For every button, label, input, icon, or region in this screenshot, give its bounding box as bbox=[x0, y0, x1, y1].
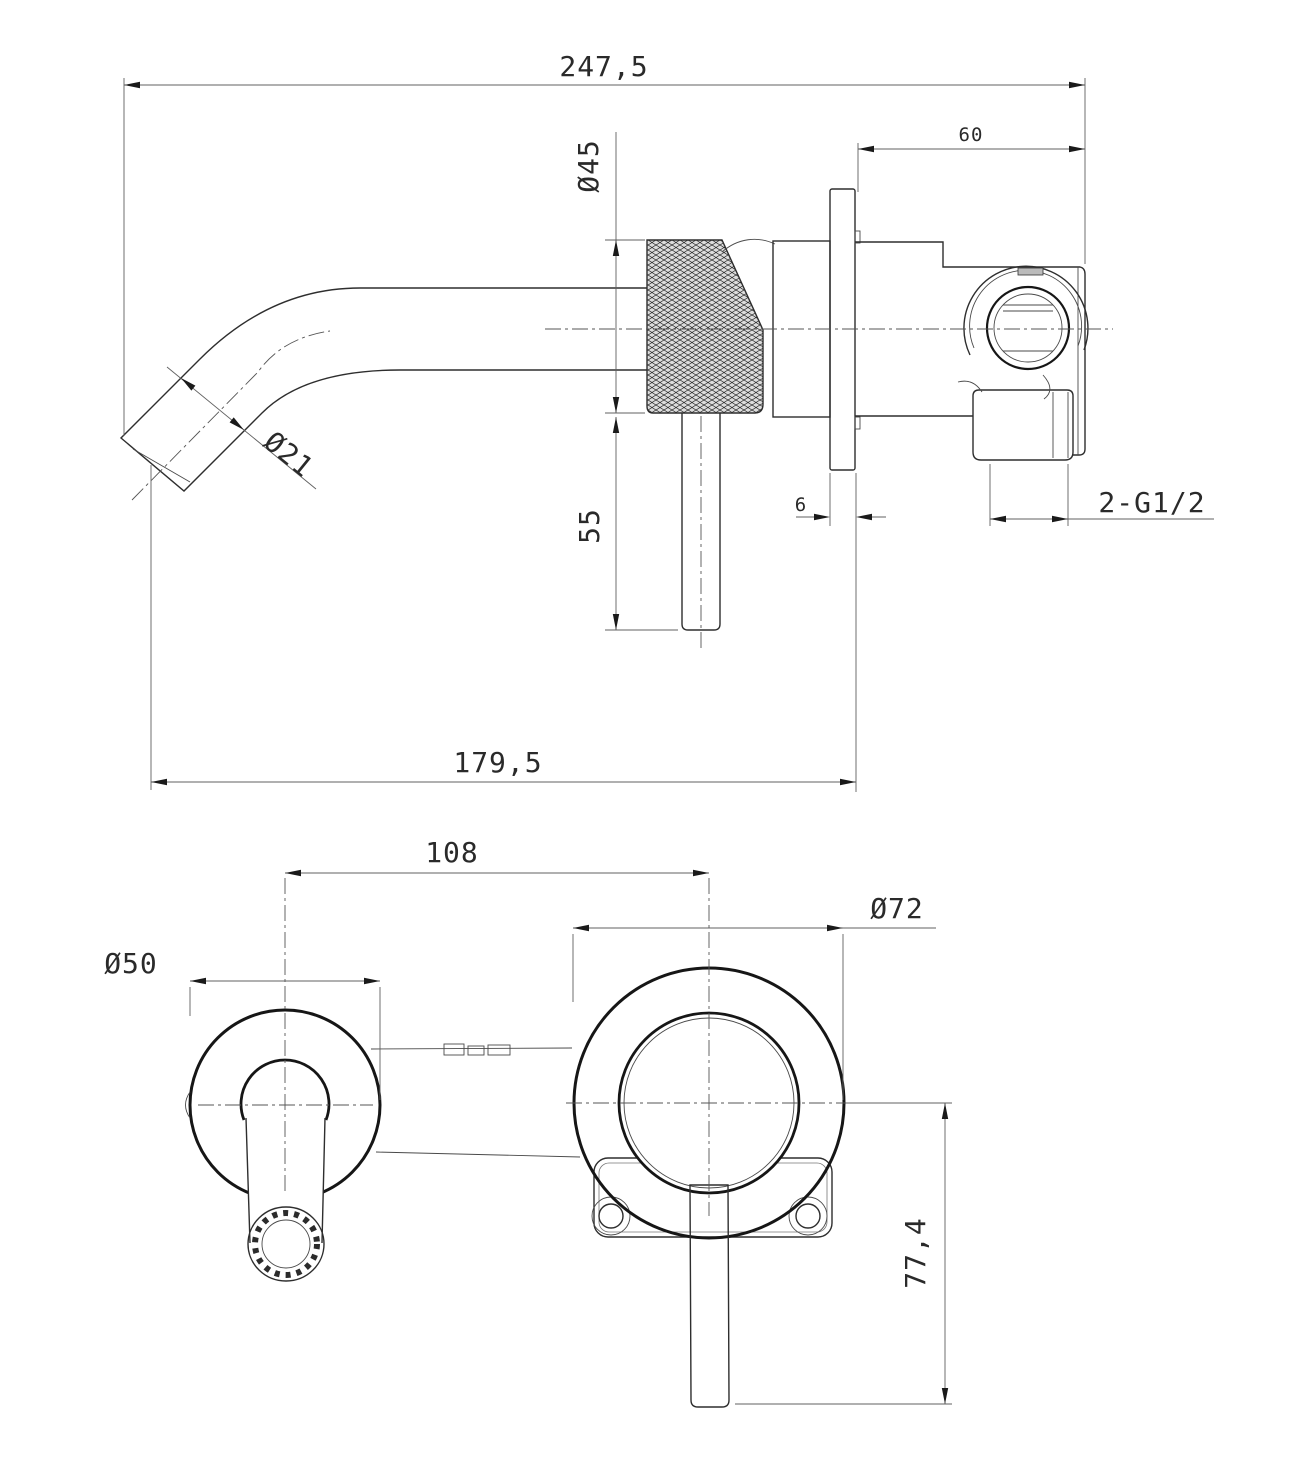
inlet-boss bbox=[973, 390, 1073, 460]
side-view bbox=[121, 50, 1214, 792]
dim-spout-dia-label: Ø21 bbox=[257, 424, 321, 485]
spout-front-view bbox=[186, 1010, 381, 1281]
dim-spout-reach-label: 179,5 bbox=[453, 746, 543, 779]
valve-body bbox=[855, 242, 1088, 460]
dim-inlet-thread bbox=[990, 464, 1214, 526]
dim-trim-dia-label: Ø72 bbox=[870, 892, 924, 925]
mixer-front-view bbox=[566, 878, 846, 1407]
lever-front bbox=[690, 1185, 729, 1407]
dim-overall bbox=[124, 50, 1085, 436]
dim-centres bbox=[285, 836, 709, 876]
front-view bbox=[104, 836, 952, 1407]
screw-hole-left bbox=[599, 1204, 623, 1228]
dim-spout-reach bbox=[151, 465, 856, 790]
dim-spout-dia bbox=[167, 367, 320, 489]
dim-overall-label: 247,5 bbox=[559, 50, 649, 83]
dim-wall-to-end bbox=[858, 124, 1085, 192]
dim-handle-dia-label: Ø45 bbox=[572, 139, 605, 193]
dim-plate-thk-label: 6 bbox=[794, 494, 808, 516]
spout-tip-chamfer bbox=[133, 449, 190, 482]
port-outer-ring bbox=[987, 287, 1069, 369]
dim-centres-label: 108 bbox=[425, 836, 479, 869]
screw-hole-right bbox=[796, 1204, 820, 1228]
connecting-pipe bbox=[371, 1044, 580, 1157]
wall-plate bbox=[830, 189, 860, 470]
dim-spout-flange-dia-label: Ø50 bbox=[104, 947, 158, 980]
dim-plate-thk bbox=[795, 473, 886, 792]
dim-lever-len bbox=[573, 417, 678, 630]
port-top-tab bbox=[1018, 268, 1043, 275]
dim-lever-len-label: 55 bbox=[573, 508, 606, 544]
dim-wall-to-end-label: 60 bbox=[958, 124, 984, 146]
dim-handle-dia bbox=[572, 132, 645, 413]
knurled-handle bbox=[647, 239, 775, 413]
dim-inlet-thread-label: 2-G1/2 bbox=[1098, 486, 1206, 519]
handle-arc-detail bbox=[722, 239, 775, 252]
dim-spout-flange-dia bbox=[104, 947, 380, 1100]
spout-outline bbox=[121, 288, 647, 491]
dim-lever-drop-label: 77,4 bbox=[899, 1217, 932, 1289]
